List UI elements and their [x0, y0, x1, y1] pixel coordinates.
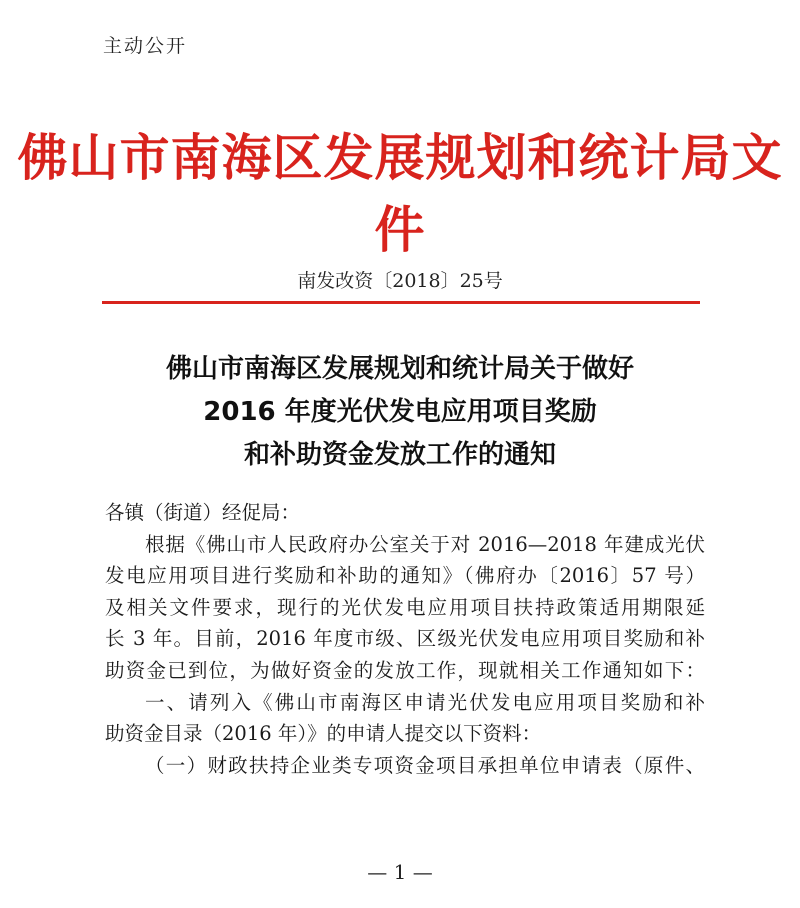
- document-number: 南发改资〔2018〕25号: [297, 270, 503, 292]
- body-line: 助资金目录（2016 年）》的申请人提交以下资料：: [105, 722, 542, 746]
- body-line: （一）财政扶持企业类专项资金项目承担单位申请表（原件、: [145, 753, 705, 777]
- body-line: 发电应用项目进行奖励和补助的通知》（佛府办〔2016〕57 号）: [105, 564, 705, 588]
- notice-title-line: 和补助资金发放工作的通知: [243, 440, 556, 470]
- issuing-organization-title: 佛山市南海区发展规划和统计局文件: [17, 128, 783, 259]
- red-divider-line: [102, 301, 700, 304]
- notice-title-line: 佛山市南海区发展规划和统计局关于做好: [165, 354, 634, 384]
- notice-body: [105, 497, 705, 781]
- body-line: 助资金已到位，为做好资金的发放工作，现就相关工作通知如下：: [105, 658, 705, 682]
- page-number: — 1 —: [367, 860, 433, 884]
- disclosure-label: 主动公开: [103, 35, 188, 57]
- body-line: 根据《佛山市人民政府办公室关于对 2016—2018 年建成光伏: [145, 532, 705, 556]
- body-line: 一、请列入《佛山市南海区申请光伏发电应用项目奖励和补: [145, 690, 705, 714]
- body-line: 长 3 年。目前，2016 年度市级、区级光伏发电应用项目奖励和补: [105, 627, 705, 651]
- body-line: 及相关文件要求，现行的光伏发电应用项目扶持政策适用期限延: [105, 595, 705, 619]
- notice-title: [0, 348, 800, 477]
- salutation: 各镇（街道）经促局：: [105, 501, 301, 524]
- notice-title-line: 2016 年度光伏发电应用项目奖励: [203, 397, 597, 427]
